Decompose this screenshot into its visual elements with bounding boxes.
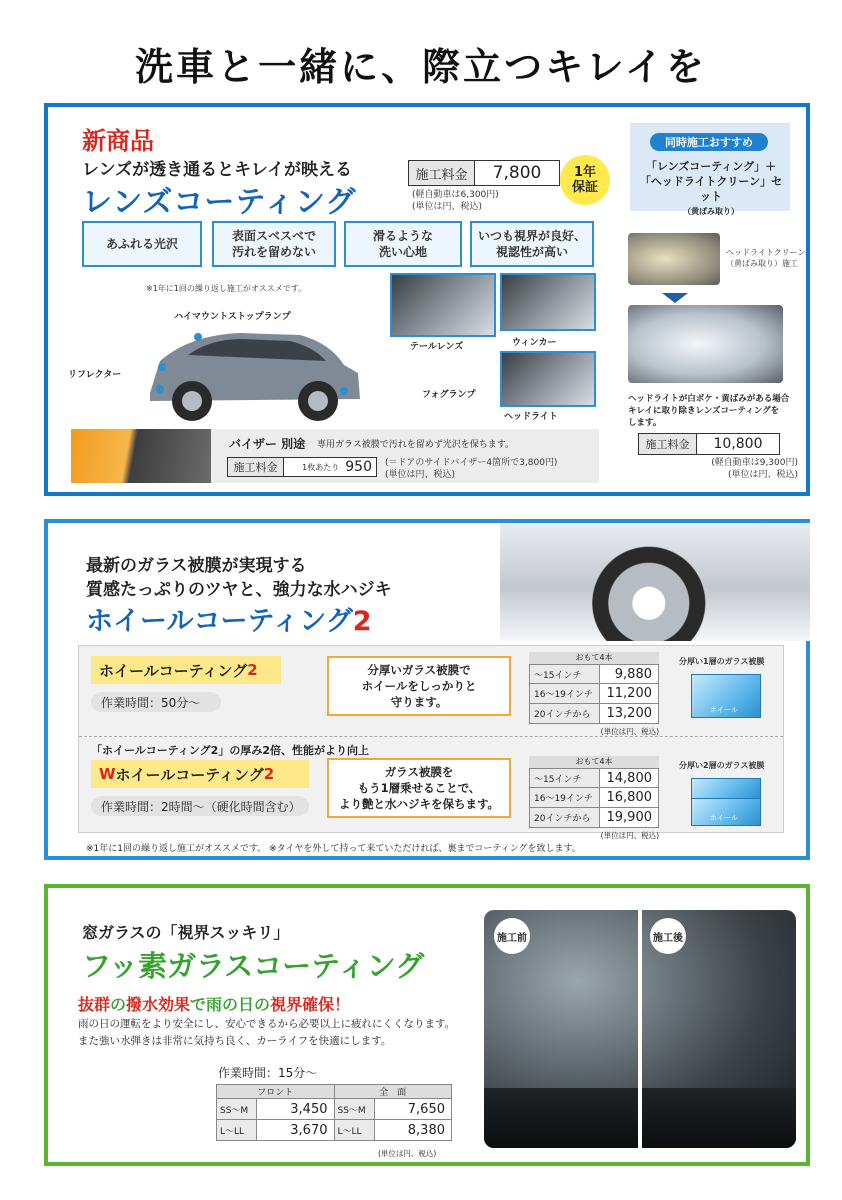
size-cell: 16〜19インチ [530, 684, 600, 703]
plan2-layer-label: ホイール [710, 814, 738, 822]
set-description [636, 159, 786, 219]
table-row [529, 704, 659, 724]
desc-line1: ヘッドライトが白ボケ・黄ばみがある場合 [628, 394, 790, 404]
plan1-unit-note: (単位は円、税込) [600, 727, 659, 736]
headlight-price-note [686, 457, 798, 481]
feature-text: いつも視界が良好、 [477, 229, 586, 243]
set-line3: （黄ばみ取り） [683, 207, 739, 216]
catch-part: ！ [334, 995, 351, 1014]
plan1-price-table [529, 652, 659, 737]
feature-box [344, 221, 462, 267]
set-line1: 「レンズコーティング」＋ [645, 160, 777, 173]
feature-box [212, 221, 336, 267]
annual-note: ※1年に1回の繰り返し施工がオススメです。 [146, 284, 307, 293]
col-front: フロント [217, 1085, 335, 1099]
size-cell: 20インチから [530, 704, 600, 723]
plan2-name-text: ホイールコーティング [115, 765, 264, 784]
table-row [529, 788, 659, 808]
plan2-name-number: 2 [263, 765, 275, 783]
plan-divider [79, 736, 783, 737]
headlight-after-image [628, 305, 783, 383]
plan2-desc-line: ガラス被膜を [384, 765, 454, 779]
wheel-image [500, 523, 810, 641]
lens-subtitle: レンズが透き通るとキレイが映える [82, 160, 353, 180]
feature-box [470, 221, 594, 267]
visor-price-label: 施工料金 [228, 458, 284, 476]
headlight-set-panel [626, 107, 810, 492]
size-cell: 〜15インチ [530, 769, 600, 787]
catch-part: 撥水効果 [126, 995, 191, 1014]
page-title: 洗車と一緒に、際立つキレイを [135, 45, 707, 89]
plan1-layer-label: ホイール [710, 706, 738, 714]
headlight-image [500, 351, 596, 407]
wheel-plans-panel [78, 645, 784, 840]
headlight-desc [628, 393, 796, 429]
plan2-price-table [529, 756, 659, 841]
price-cell: 9,880 [614, 666, 652, 682]
warranty-line1: 1年 [573, 165, 597, 180]
catch-part: 視界確保 [270, 995, 335, 1014]
col-all: 全 面 [334, 1085, 452, 1099]
plan2-table-header: おもて4本 [529, 756, 659, 768]
size-cell: SS〜M [334, 1099, 374, 1120]
headlight-price-label: 施工料金 [639, 434, 697, 454]
size-cell: SS〜M [217, 1099, 257, 1120]
after-tag: 施工後 [650, 918, 686, 954]
plan2-desc [327, 758, 511, 818]
recommend-pill: 同時施工おすすめ [650, 133, 768, 151]
glass-catch [78, 992, 350, 1015]
glass-unit-note: (単位は円、税込) [378, 1149, 437, 1158]
part-label-reflector: リフレクター [68, 370, 122, 380]
plan1-layer-caption: 分厚い1層のガラス被膜 [679, 657, 765, 666]
wheel-footnote: ※1年に1回の繰り返し施工がオススメです。 ※タイヤを外して持って来ていただければ、裏までコーティングを致します。 [86, 844, 581, 854]
size-cell: L〜LL [334, 1120, 374, 1141]
plan1-name-number: 2 [247, 661, 258, 679]
price-cell: 13,200 [606, 706, 652, 721]
part-label-headlight: ヘッドライト [504, 412, 558, 422]
upgrade-text: 「ホイールコーティング2」の厚み2倍、性能がより向上 [91, 744, 369, 757]
size-cell: 〜15インチ [530, 665, 600, 683]
price-cell: 3,450 [257, 1099, 335, 1120]
lens-price-value: 7,800 [492, 163, 542, 183]
visor-price-note [385, 457, 557, 481]
headlight-set-header [630, 123, 790, 216]
plan2-desc-line: もう1層乗せることで、 [357, 781, 481, 795]
visor-image [71, 429, 211, 483]
table-row [217, 1099, 452, 1120]
before-tag: 施工前 [494, 918, 530, 954]
glass-desc-line: 雨の日の運転をより安全にし、安心できるから必要以上に疲れにくくなります。 [78, 1018, 456, 1030]
headlight-price-value: 10,800 [713, 436, 763, 452]
visor-price: 950 [345, 459, 372, 475]
feature-text: あふれる光沢 [105, 237, 178, 251]
lens-price-label: 施工料金 [409, 161, 475, 185]
visor-title: バイザー 別途 [229, 437, 306, 451]
set-line2: 「ヘッドライトクリーン」セット [639, 175, 783, 203]
feature-text: 視認性が高い [495, 245, 568, 259]
plan2-unit-note: (単位は円、税込) [600, 831, 659, 840]
size-cell: L〜LL [217, 1120, 257, 1141]
warranty-badge [560, 155, 610, 205]
headlight-note-kei: (軽自動車は9,300円) [711, 458, 798, 468]
plan1-desc [327, 656, 511, 716]
feature-text: 汚れを留めない [231, 245, 316, 259]
plan1-name [91, 656, 281, 684]
size-cell: 16〜19インチ [530, 788, 600, 807]
plan1-layer-image [691, 674, 761, 718]
table-row [529, 664, 659, 684]
wheel-subtitle-1: 最新のガラス被膜が実現する [86, 556, 307, 576]
size-cell: 20インチから [530, 808, 600, 827]
visor-price-box [227, 457, 377, 477]
feature-text: 滑るような [372, 229, 433, 243]
lens-price-box [408, 160, 560, 186]
plan1-name-text: ホイールコーティング [99, 661, 248, 680]
part-label-fog: フォグランプ [422, 390, 476, 400]
wheel-title [86, 599, 372, 638]
lens-title: レンズコーティング [82, 185, 357, 220]
wheel-title-number: 2 [352, 606, 372, 637]
headlight-before-image [628, 233, 720, 285]
tail-lens-image [390, 273, 496, 337]
car-image [130, 303, 366, 433]
lens-price-note [412, 189, 499, 213]
table-row [529, 768, 659, 788]
arrow-down-icon [662, 293, 688, 303]
plan1-desc-line: 分厚いガラス被膜で [367, 663, 471, 677]
catch-part: で雨の日の [190, 995, 271, 1014]
lens-price-note-kei: (軽自動車は6,300円) [412, 190, 499, 200]
visor-strip [71, 429, 599, 483]
glass-time: 作業時間：15分〜 [218, 1066, 318, 1080]
wheel-title-text: ホイールコーティング [86, 606, 353, 637]
headlight-price-box [638, 433, 780, 455]
price-cell: 14,800 [606, 770, 652, 786]
glass-price-table [216, 1084, 452, 1141]
price-cell: 16,800 [606, 790, 652, 805]
plan2-time: 作業時間：2時間〜（硬化時間含む） [91, 796, 309, 816]
plan2-name [91, 760, 309, 788]
visor-price-value-group [284, 458, 376, 476]
catch-part: の [110, 995, 127, 1014]
glass-desc-line: また強い水弾きは非常に気持ち良く、カーライフを快適にします。 [78, 1035, 392, 1047]
glass-description [78, 1016, 455, 1050]
desc-line2: キレイに取り除きレンズコーティングを [628, 406, 780, 416]
wheel-coating-section [44, 519, 810, 860]
plan1-time: 作業時間：50分〜 [91, 692, 221, 712]
visor-per-unit: 1枚あたり [302, 462, 340, 472]
headlight-clean-caption [726, 247, 805, 269]
glass-coating-section [44, 884, 810, 1166]
visor-note-doors: (＝ドアのサイドバイザー4箇所で3,800円) [385, 458, 558, 468]
part-label-tail: テールレンズ [410, 342, 464, 352]
visor-note-unit: (単位は円、税込) [385, 470, 456, 480]
glass-title: フッ素ガラスコーティング [82, 949, 425, 983]
visor-desc: 専用ガラス被膜で汚れを留めず光沢を保ちます。 [317, 440, 515, 450]
caption-line1: ヘッドライトクリーン [726, 248, 806, 257]
wheel-subtitle-2: 質感たっぷりのツヤと、強力な水ハジキ [86, 580, 392, 600]
plan2-desc-line: より艶と水ハジキを保ちます。 [338, 797, 500, 811]
catch-part: 抜群 [78, 995, 111, 1014]
table-row [217, 1120, 452, 1141]
price-cell: 19,900 [606, 810, 652, 825]
plan2-layer-top [691, 778, 761, 800]
price-cell: 3,670 [257, 1120, 335, 1141]
plan1-desc-line: ホイールをしっかりと [361, 679, 477, 693]
feature-box [82, 221, 202, 267]
new-product-label: 新商品 [82, 127, 154, 155]
table-row [529, 684, 659, 704]
table-row [529, 808, 659, 828]
part-label-winker: ウィンカー [512, 338, 557, 348]
desc-line3: します。 [628, 418, 662, 428]
part-label-high-mount: ハイマウントストップランプ [174, 312, 291, 322]
price-cell: 7,650 [374, 1099, 452, 1120]
plan2-layer-image [691, 798, 761, 826]
plan2-name-prefix: W [99, 765, 116, 783]
plan2-layer-caption: 分厚い2層のガラス被膜 [679, 761, 765, 770]
feature-text: 表面スベスベで [231, 229, 316, 243]
warranty-line2: 保証 [571, 180, 598, 195]
feature-text: 洗い心地 [378, 245, 427, 259]
lens-price-note-unit: (単位は円、税込) [412, 202, 483, 212]
table-header-row [217, 1085, 452, 1099]
plan1-table-header: おもて4本 [529, 652, 659, 664]
headlight-note-unit: (単位は円、税込) [727, 470, 798, 480]
plan1-desc-line: 守ります。 [390, 695, 448, 709]
glass-subtitle: 窓ガラスの「視界スッキリ」 [82, 923, 290, 942]
price-cell: 8,380 [374, 1120, 452, 1141]
caption-line2: （黄ばみ取り）施工 [726, 259, 798, 268]
lens-coating-section [44, 103, 810, 496]
before-after-divider [638, 902, 642, 1156]
price-cell: 11,200 [606, 686, 652, 701]
winker-image [500, 273, 596, 331]
